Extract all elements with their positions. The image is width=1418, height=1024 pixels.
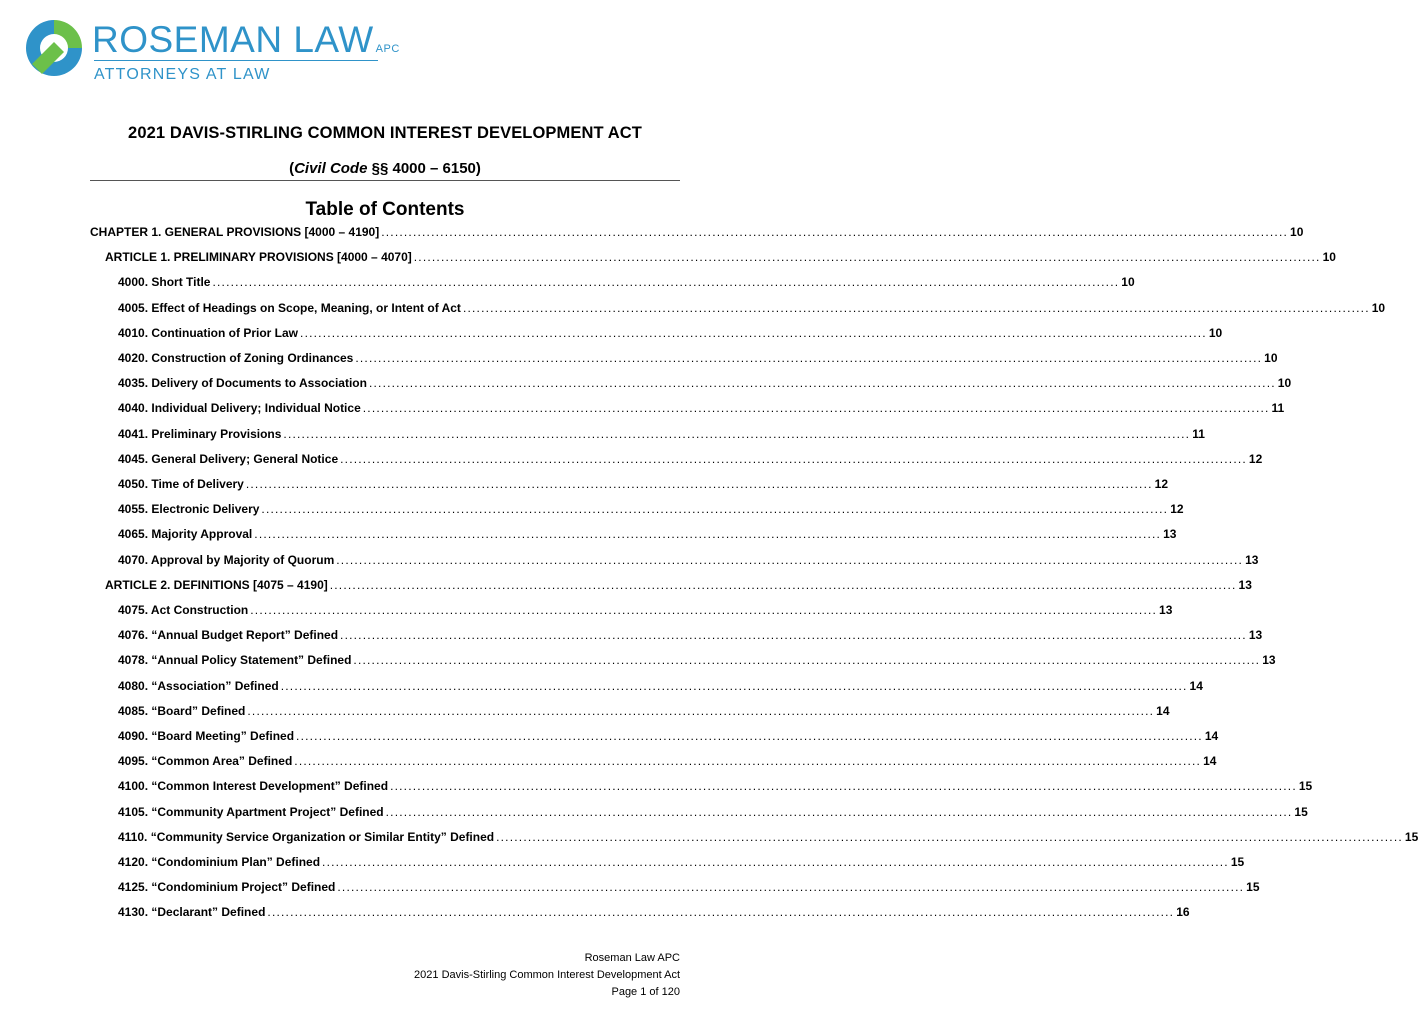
toc-leader-dots: ........................................................................................................................................................................................................ xyxy=(336,552,1244,567)
toc-entry-page: 13 xyxy=(1159,603,1173,617)
toc-entry[interactable] xyxy=(118,527,1177,545)
document-subtitle: (Civil Code §§ 4000 – 6150) xyxy=(289,160,481,177)
firm-name: ROSEMAN LAW APC xyxy=(92,19,400,60)
toc-entry-page: 15 xyxy=(1404,829,1418,844)
toc-entry[interactable] xyxy=(118,653,1276,671)
toc-entry-page: 13 xyxy=(1245,552,1259,567)
toc-entry[interactable] xyxy=(118,779,1313,797)
toc-leader-dots: ........................................................................................................................................................................................................ xyxy=(381,225,1289,239)
toc-leader-dots: ........................................................................................................................................................................................................ xyxy=(353,653,1261,668)
footer-firm: Roseman Law APC xyxy=(584,952,680,964)
toc-entry[interactable] xyxy=(118,855,1245,873)
toc-entry[interactable] xyxy=(90,225,1304,243)
toc-entry[interactable] xyxy=(118,703,1170,722)
toc-entry[interactable] xyxy=(118,729,1219,747)
toc-leader-dots: ........................................................................................................................................................................................................ xyxy=(355,351,1263,365)
toc-leader-dots: ........................................................................................................................................................................................................ xyxy=(337,880,1245,895)
toc-entry-label: CHAPTER 1. GENERAL PROVISIONS [4000 – 4190] xyxy=(90,225,380,239)
toc-entry-label: ARTICLE 2. DEFINITIONS [4075 – 4190] xyxy=(105,577,328,592)
toc-entry-page: 13 xyxy=(1238,577,1252,592)
toc-entry-page: 10 xyxy=(1277,376,1292,391)
toc-entry[interactable] xyxy=(118,477,1169,495)
toc-leader-dots: ........................................................................................................................................................................................................ xyxy=(283,426,1191,441)
toc-entry-label: 4110. “Community Service Organization or Similar Entity” Defined xyxy=(118,829,495,844)
toc-entry[interactable] xyxy=(105,577,1252,596)
toc-entry[interactable] xyxy=(118,351,1278,369)
toc-entry-page: 10 xyxy=(1290,225,1304,239)
toc-entry[interactable] xyxy=(118,325,1223,344)
toc-entry-label: 4070. Approval by Majority of Quorum xyxy=(118,552,335,567)
toc-leader-dots: ........................................................................................................................................................................................................ xyxy=(340,628,1247,643)
toc-entry-page: 15 xyxy=(1246,880,1260,895)
toc-entry-page: 14 xyxy=(1203,754,1217,769)
toc-entry-label: 4075. Act Construction xyxy=(118,603,249,617)
toc-entry[interactable] xyxy=(118,401,1285,419)
toc-leader-dots: ........................................................................................................................................................................................................ xyxy=(368,376,1276,391)
toc-entry-page: 11 xyxy=(1271,401,1285,416)
toc-entry[interactable] xyxy=(118,829,1418,848)
toc-entry-label: 4120. “Condominium Plan” Defined xyxy=(118,855,321,869)
toc-entry[interactable] xyxy=(118,804,1308,823)
toc-leader-dots: ........................................................................................................................................................................................................ xyxy=(261,502,1169,517)
toc-entry-label: 4000. Short Title xyxy=(118,275,211,290)
toc-entry-label: 4100. “Common Interest Development” Defined xyxy=(118,779,389,794)
toc-leader-dots: ........................................................................................................................................................................................................ xyxy=(385,804,1293,819)
toc-entry-page: 15 xyxy=(1298,779,1313,794)
toc-leader-dots: ........................................................................................................................................................................................................ xyxy=(280,678,1188,693)
toc-entry[interactable] xyxy=(118,426,1205,445)
toc-leader-dots: ........................................................................................................................................................................................................ xyxy=(250,603,1158,617)
toc-leader-dots: ........................................................................................................................................................................................................ xyxy=(462,300,1370,315)
logo-divider xyxy=(94,60,378,61)
toc-leader-dots: ........................................................................................................................................................................................................ xyxy=(340,451,1247,466)
toc-entry-page: 10 xyxy=(1322,250,1336,265)
title-divider xyxy=(90,180,680,181)
page-footer xyxy=(414,950,680,1001)
toc-entry-label: 4125. “Condominium Project” Defined xyxy=(118,880,336,895)
toc-entry-label: 4055. Electronic Delivery xyxy=(118,502,260,517)
toc-entry[interactable] xyxy=(118,300,1386,319)
toc-leader-dots: ........................................................................................................................................................................................................ xyxy=(362,401,1270,416)
document-title: 2021 DAVIS-STIRLING COMMON INTEREST DEVELOPMENT ACT xyxy=(128,124,642,142)
toc-entry-page: 14 xyxy=(1156,703,1170,718)
toc-entry-label: 4090. “Board Meeting” Defined xyxy=(118,729,295,743)
toc-entry[interactable] xyxy=(118,678,1203,697)
toc-entry[interactable] xyxy=(118,628,1263,646)
toc-entry-label: 4041. Preliminary Provisions xyxy=(118,426,282,441)
toc-entry-label: 4010. Continuation of Prior Law xyxy=(118,325,299,340)
toc-entry[interactable] xyxy=(118,552,1259,571)
toc-leader-dots: ........................................................................................................................................................................................................ xyxy=(329,577,1237,592)
toc-entry-page: 12 xyxy=(1248,451,1263,466)
toc-leader-dots: ........................................................................................................................................................................................................ xyxy=(322,855,1229,869)
toc-leader-dots: ........................................................................................................................................................................................................ xyxy=(294,754,1202,769)
toc-entry[interactable] xyxy=(118,905,1190,923)
firm-tagline: ATTORNEYS AT LAW xyxy=(94,66,271,83)
toc-entry-label: ARTICLE 1. PRELIMINARY PROVISIONS [4000 – 4070] xyxy=(105,250,412,265)
toc-entry[interactable] xyxy=(118,376,1292,394)
toc-leader-dots: ........................................................................................................................................................................................................ xyxy=(267,905,1175,920)
toc-entry[interactable] xyxy=(105,250,1336,268)
toc-entry[interactable] xyxy=(118,754,1217,772)
toc-entry[interactable] xyxy=(118,880,1260,898)
toc-entry-page: 10 xyxy=(1208,325,1223,340)
toc-entry-page: 12 xyxy=(1154,477,1169,491)
toc-entry-page: 15 xyxy=(1230,855,1245,869)
toc-entry-page: 15 xyxy=(1294,804,1308,819)
toc-heading: Table of Contents xyxy=(305,199,465,220)
toc-entry[interactable] xyxy=(118,451,1263,470)
toc-entry-page: 14 xyxy=(1189,678,1203,693)
toc-leader-dots: ........................................................................................................................................................................................................ xyxy=(212,275,1120,290)
toc-entry-label: 4095. “Common Area” Defined xyxy=(118,754,293,769)
r-monogram-icon xyxy=(24,16,84,80)
toc-entry-label: 4085. “Board” Defined xyxy=(118,703,246,718)
toc-leader-dots: ........................................................................................................................................................................................................ xyxy=(413,250,1321,265)
toc-entry-label: 4050. Time of Delivery xyxy=(118,477,244,491)
toc-leader-dots: ........................................................................................................................................................................................................ xyxy=(496,829,1403,844)
toc-entry-label: 4035. Delivery of Documents to Association xyxy=(118,376,367,391)
toc-entry[interactable] xyxy=(118,603,1173,621)
toc-entry-label: 4020. Construction of Zoning Ordinances xyxy=(118,351,354,365)
toc-entry-label: 4105. “Community Apartment Project” Defined xyxy=(118,804,384,819)
footer-doc-title: 2021 Davis-Stirling Common Interest Development Act xyxy=(414,969,680,981)
toc-leader-dots: ........................................................................................................................................................................................................ xyxy=(300,325,1207,340)
toc-entry-label: 4045. General Delivery; General Notice xyxy=(118,451,339,466)
toc-entry-label: 4130. “Declarant” Defined xyxy=(118,905,266,920)
toc-entry-page: 16 xyxy=(1176,905,1190,920)
toc-entry-label: 4080. “Association” Defined xyxy=(118,678,279,693)
footer-page-number: Page 1 of 120 xyxy=(611,986,680,998)
toc-entry-page: 13 xyxy=(1163,527,1177,542)
toc-entry-label: 4078. “Annual Policy Statement” Defined xyxy=(118,653,352,668)
toc-entry-page: 13 xyxy=(1262,653,1276,668)
toc-leader-dots: ........................................................................................................................................................................................................ xyxy=(247,703,1155,718)
toc-entry-page: 14 xyxy=(1204,729,1219,743)
toc-entry-page: 11 xyxy=(1192,426,1205,441)
toc-entry-label: 4005. Effect of Headings on Scope, Meaning, or Intent of Act xyxy=(118,300,461,315)
firm-logo xyxy=(24,16,400,88)
toc-entry-label: 4040. Individual Delivery; Individual Notice xyxy=(118,401,361,416)
toc-entry-page: 12 xyxy=(1170,502,1184,517)
toc-leader-dots: ........................................................................................................................................................................................................ xyxy=(296,729,1203,743)
toc-entry-page: 13 xyxy=(1248,628,1263,643)
toc-entry-page: 10 xyxy=(1264,351,1278,365)
toc-leader-dots: ........................................................................................................................................................................................................ xyxy=(245,477,1153,491)
toc-entry-label: 4065. Majority Approval xyxy=(118,527,253,542)
firm-suffix: APC xyxy=(375,43,400,55)
toc-entry-page: 10 xyxy=(1371,300,1386,315)
toc-leader-dots: ........................................................................................................................................................................................................ xyxy=(390,779,1297,794)
toc-leader-dots: ........................................................................................................................................................................................................ xyxy=(254,527,1162,542)
toc-entry-page: 10 xyxy=(1121,275,1135,290)
toc-entry[interactable] xyxy=(118,275,1135,293)
toc-entry-label: 4076. “Annual Budget Report” Defined xyxy=(118,628,339,643)
toc-entry[interactable] xyxy=(118,502,1184,520)
